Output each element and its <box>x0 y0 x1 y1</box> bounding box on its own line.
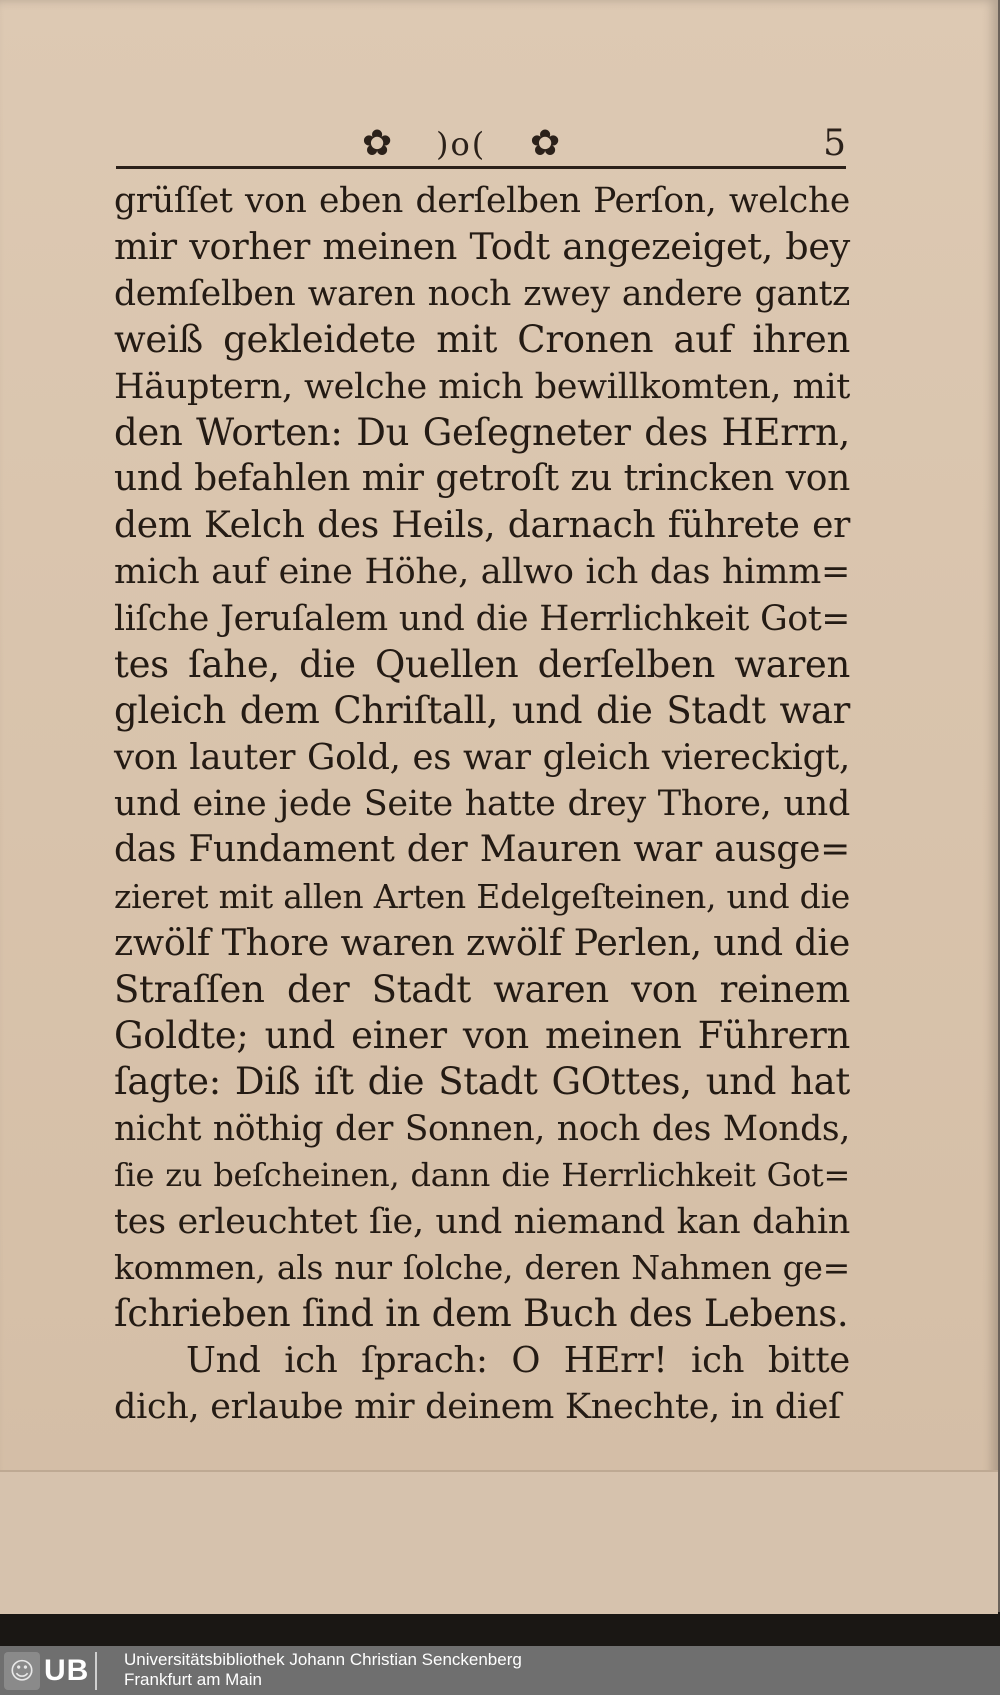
text-line: grüſſet von eben derſelben Perſon, welche <box>114 181 850 221</box>
center-ornament: )o( <box>436 125 487 163</box>
text-line: ſchrieben ſind in dem Buch des Lebens. <box>114 1292 849 1336</box>
text-line: dem Kelch des Heils, darnach führete er <box>114 504 850 546</box>
text-line: zieret mit allen Arten Edelgeſteinen, und die <box>114 876 850 916</box>
body-text <box>114 178 850 1431</box>
text-line: mich auf eine Höhe, allwo ich das himm= <box>114 552 850 593</box>
figure-icon: ☺ <box>4 1652 40 1690</box>
text-line: demſelben waren noch zwey andere gantz <box>114 273 850 314</box>
text-line: den Worten: Du Geſegneter des HErrn, <box>114 410 850 454</box>
header-rule <box>116 166 846 169</box>
text-line: liſche Jeruſalem und die Herrlichkeit Got= <box>114 598 850 639</box>
logo-divider <box>95 1652 97 1690</box>
text-line: weiß gekleidete mit Cronen auf ihren <box>114 318 850 362</box>
library-footer <box>0 1646 1000 1695</box>
library-name-line1: Universitätsbibliothek Johann Christian Senckenberg <box>124 1650 522 1669</box>
text-line: und eine jede Seite hatte drey Thore, und <box>114 784 850 825</box>
text-line: kommen, als nur ſolche, deren Nahmen ge= <box>114 1247 850 1287</box>
text-line: gleich dem Chriſtall, und die Stadt war <box>114 689 850 733</box>
text-line: und befahlen mir getroſt zu trincken von <box>114 458 850 500</box>
text-line: Häuptern, welche mich bewillkomten, mit <box>114 366 850 407</box>
page-bottom-fold <box>0 1470 998 1614</box>
text-line: ſie zu beſcheinen, dann die Herrlichkeit Got= <box>114 1156 850 1195</box>
library-name-line2: Frankfurt am Main <box>124 1670 262 1689</box>
text-line: von lauter Gold, es war gleich viereckigt, <box>114 736 850 778</box>
ub-logo[interactable] <box>4 1650 97 1691</box>
page-header <box>116 118 846 170</box>
flower-ornament-icon: ✿ <box>362 123 393 164</box>
text-line: nicht nöthig der Sonnen, noch des Monds, <box>114 1108 850 1149</box>
text-line: zwölf Thore waren zwölf Perlen, und die <box>114 921 850 965</box>
flower-ornament-icon: ✿ <box>530 123 561 164</box>
text-line: tes erleuchtet ſie, und niemand kan dahin <box>114 1201 850 1242</box>
text-line: das Fundament der Mauren war ausge= <box>114 829 850 871</box>
text-line: Goldte; und einer von meinen Führern <box>114 1014 850 1058</box>
page-number: 5 <box>823 123 846 164</box>
text-line: tes ſahe, die Quellen derſelben waren <box>114 642 850 686</box>
text-line: dich, erlaube mir deinem Knechte, in dieſ <box>114 1387 841 1428</box>
logo-text: UB <box>44 1653 90 1687</box>
library-name <box>124 1650 522 1690</box>
text-line: ſagte: Diß iſt die Stadt GOttes, und hat <box>114 1060 850 1104</box>
text-line: mir vorher meinen Todt angezeiget, bey <box>114 225 850 269</box>
text-line: Straſſen der Stadt waren von reinem <box>114 967 850 1011</box>
text-line: Und ich ſprach: O HErr! ich bitte <box>186 1339 850 1381</box>
